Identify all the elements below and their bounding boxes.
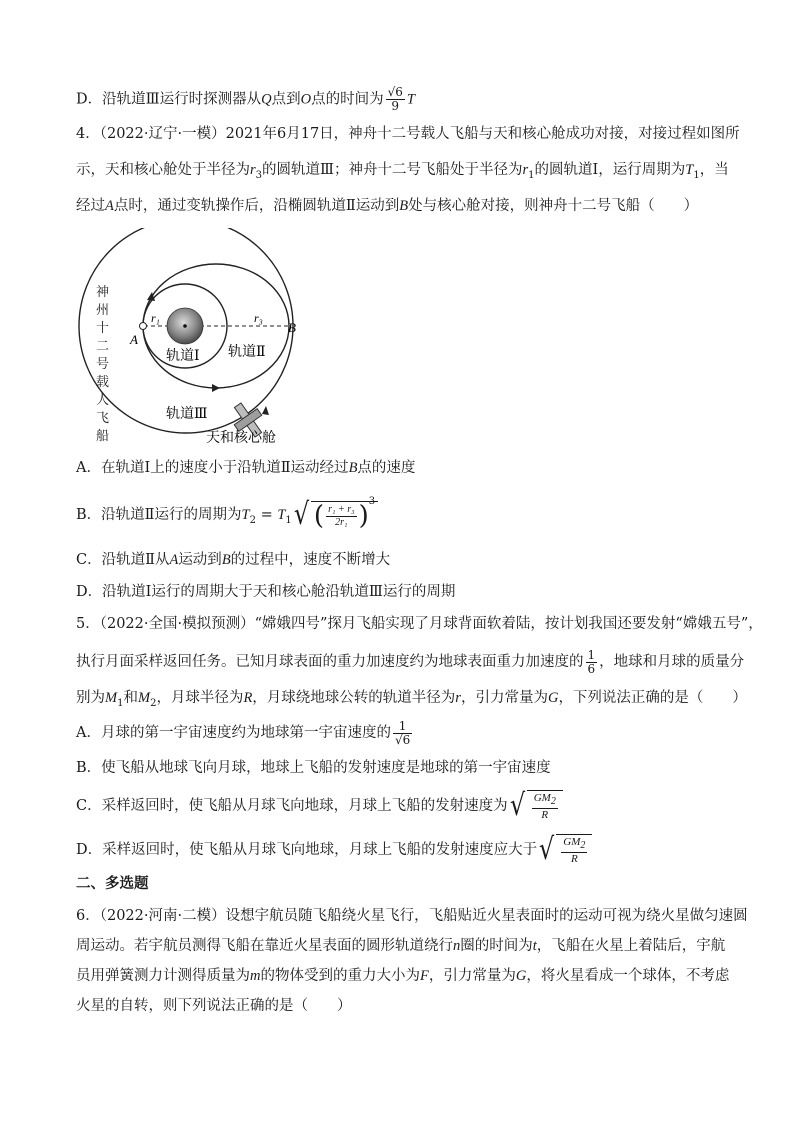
q6-stem-line2: 周运动。若宇航员测得飞船在靠近火星表面的圆形轨道绕行n圈的时间为t，飞船在火星上着陆后，宇航 bbox=[76, 938, 726, 954]
q3d-text-a: D．沿轨道Ⅲ运行时探测器从 bbox=[76, 91, 262, 108]
q3d-text-c: 点的时间为 bbox=[311, 91, 384, 108]
q3d-T: T bbox=[406, 91, 415, 108]
svg-text:神: 神 bbox=[96, 285, 110, 300]
q4-option-b[interactable]: B．沿轨道Ⅱ运行的周期为$T_2 = T_1$ √ ( $\frac{\text{r₁ + r₃}}{\text{2r₁}}$ ) 3 bbox=[76, 500, 378, 534]
q5-stem-line1: 5．（2022·全国·模拟预测）“嫦娥四号”探月飞船实现了月球背面软着陆，按计划我国还要发射“嫦娥五号”， bbox=[76, 616, 763, 632]
q5-stem-line2: 执行月面采样返回任务。已知月球表面的重力加速度约为地球表面重力加速度的 $\frac{1}{6}$ ，地球和月球的质量分 bbox=[76, 647, 745, 676]
q5-option-a[interactable]: A．月球的第一宇宙速度约为地球第一宇宙速度的 $\frac{1}{√6}$ bbox=[76, 718, 411, 747]
q3d-fraction: $\frac{√6}{9}$ bbox=[387, 85, 403, 113]
r1-label: r₁ bbox=[151, 311, 160, 325]
point-a-label: A bbox=[130, 332, 138, 347]
orbit-3-label: 轨道Ⅲ bbox=[166, 406, 208, 422]
q5-option-c[interactable]: C．采样返回时，使飞船从月球飞向地球，月球上飞船的发射速度为 √ $\frac{GM_2}{R}$ bbox=[76, 790, 563, 822]
point-b-label: B bbox=[288, 320, 296, 335]
orbit-arrow-right bbox=[262, 406, 269, 415]
svg-text:州: 州 bbox=[96, 303, 110, 318]
r3-label: r₃ bbox=[254, 311, 263, 325]
svg-text:飞: 飞 bbox=[96, 411, 110, 426]
q5-stem-line3: 别为$M_1$和$M_2$，月球半径为R，月球绕地球公转的轨道半径为r，引力常量为G，下列说法正确的是（ ） bbox=[76, 690, 747, 709]
svg-text:十: 十 bbox=[96, 321, 110, 336]
svg-text:船: 船 bbox=[96, 429, 110, 444]
orbit-2-label: 轨道Ⅱ bbox=[228, 344, 266, 360]
q6-stem-line1: 6．（2022·河南·二模）设想宇航员随飞船绕火星飞行，飞船贴近火星表面时的运动可视为绕火星做匀速圆 bbox=[76, 908, 748, 924]
orbit-arrow-bottom bbox=[212, 384, 220, 392]
station-label: 天和核心舱 bbox=[206, 430, 276, 446]
svg-text:二: 二 bbox=[96, 339, 110, 354]
q3d-text-b: 点到 bbox=[271, 91, 301, 108]
q4-option-c[interactable]: C．沿轨道Ⅱ从A运动到B的过程中，速度不断增大 bbox=[76, 552, 391, 568]
q6-stem-line4: 火星的自转，则下列说法正确的是（ ） bbox=[76, 998, 352, 1014]
shenzhou-vertical-label bbox=[96, 284, 109, 444]
q5-option-d[interactable]: D．采样返回时，使飞船从月球飞向地球，月球上飞船的发射速度应大于 √ $\frac{GM_2}{R}$ bbox=[76, 834, 592, 866]
q4-stem-line1: 4．（2022·辽宁·一模）2021年6月17日，神舟十二号载人飞船与天和核心舱成功对接，对接过程如图所 bbox=[76, 126, 740, 142]
q4-option-a[interactable]: A．在轨道Ⅰ上的速度小于沿轨道Ⅱ运动经过B点的速度 bbox=[76, 460, 416, 476]
q4-option-d[interactable]: D．沿轨道Ⅰ运行的周期大于天和核心舱沿轨道Ⅲ运行的周期 bbox=[76, 584, 456, 600]
orbit-diagram bbox=[76, 228, 316, 450]
q3-option-d[interactable] bbox=[76, 86, 415, 113]
orbit-1-label: 轨道Ⅰ bbox=[166, 348, 200, 364]
point-a-marker bbox=[140, 323, 147, 330]
q4-stem-line2: 示，天和核心舱处于半径为$r_3$的圆轨道Ⅲ；神舟十二号飞船处于半径为$r_1$的圆轨道Ⅰ，运行周期为$T_1$，当 bbox=[76, 162, 729, 181]
q3d-Q: Q bbox=[261, 91, 272, 108]
q4-stem-line3: 经过A点时，通过变轨操作后，沿椭圆轨道Ⅱ运动到B处与核心舱对接，则神舟十二号飞船（ ） bbox=[76, 198, 699, 214]
q6-stem-line3: 员用弹簧测力计测得质量为m的物体受到的重力大小为F，引力常量为G，将火星看成一个球体，不考虑 bbox=[76, 968, 730, 984]
svg-text:人: 人 bbox=[96, 393, 110, 408]
svg-text:号: 号 bbox=[96, 357, 110, 372]
q3d-O: O bbox=[300, 91, 312, 108]
sqrt-expression: √ ( $\frac{\text{r₁ + r₃}}{\text{2r₁}}$ ) 3 bbox=[292, 500, 378, 530]
section-multi-choice-heading: 二、多选题 bbox=[76, 876, 149, 892]
svg-text:载: 载 bbox=[96, 375, 110, 390]
q5-option-b[interactable]: B．使飞船从地球飞向月球，地球上飞船的发射速度是地球的第一宇宙速度 bbox=[76, 760, 551, 776]
